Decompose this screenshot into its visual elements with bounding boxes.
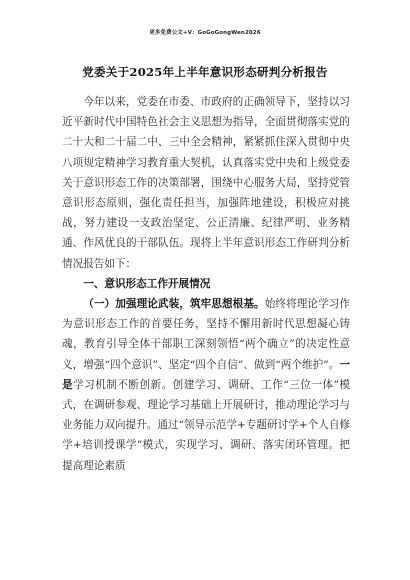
subsection-emphasis: 一是: [62, 358, 350, 391]
document-body: [62, 92, 350, 476]
intro-paragraph: 今年以来，党委在市委、市政府的正确领导下，坚持以习近平新时代中国特色社会主义思想为指导，全面贯彻落实党的二十大和二十届二中、三中全会精神，紧紧抓住深入贯彻中央八项规定精神学习教育重大契机，认真落实党中央和上级党委关于意识形态工作的决策部署，围绕中心服务大局，坚持党管意识形态原则，强化责任担当，加强阵地建设，积极应对挑战，努力建设一支政治坚定、公正清廉、纪律严明、业务精通、作风优良的干部队伍。现将上半年意识形态工作研判分析情况报告如下：: [62, 96, 350, 270]
subsection-paragraph: [62, 294, 350, 476]
subsection-text-2: 学习机制不断创新。创建学习、调研、工作“三位一体”模式，在调研参观、理论学习基础上开展研讨，推动理论学习与业务能力双向提升。通过“领导示范学+专题研讨学+个人自修学+培训授课学”模式，实现学习、调研、落实闭环管理。把提高理论素质: [62, 378, 351, 472]
subsection-lead: （一）加强理论武装，筑牢思想根基。: [83, 298, 265, 311]
header-note: 更多免费公文+V：GoGoGongWen2026: [149, 30, 261, 36]
subsection-text-1: 始终将理论学习作为意识形态工作的首要任务，坚持不懈用新时代思想凝心铸魂，教育引导全体干部职工深刻领悟“两个确立”的决定性意义，增强“四个意识”、坚定“四个自信”、做到“两个维护”。: [62, 298, 351, 371]
section-heading: 一、意识形态工作开展情况: [83, 277, 211, 290]
document-title: 党委关于2025年上半年意识形态研判分析报告: [82, 65, 328, 79]
